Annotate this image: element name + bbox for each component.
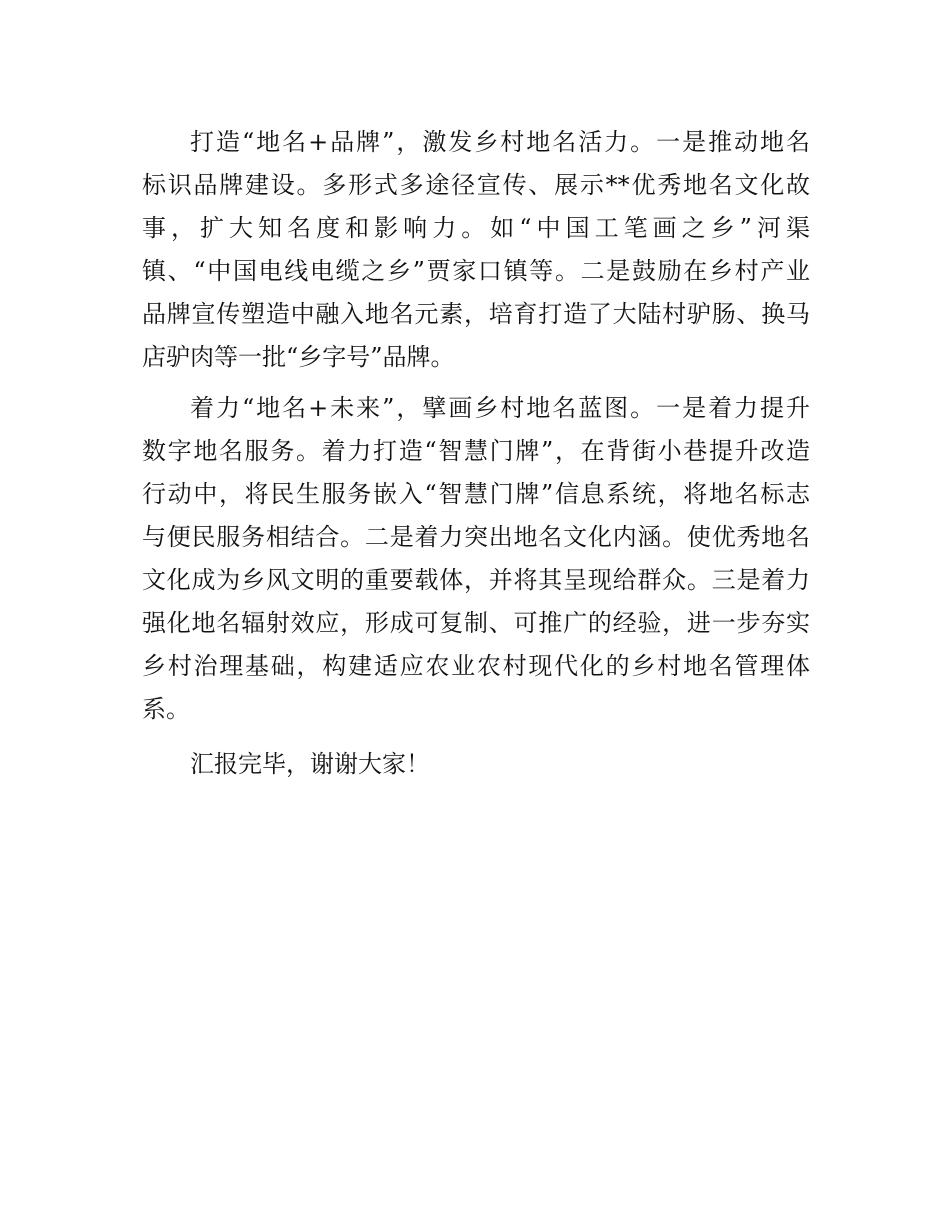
text-line: 品牌宣传塑造中融入地名元素，培育打造了大陆村驴肠、换马 <box>142 300 810 328</box>
text-line: 着力“地名+未来”，擘画乡村地名蓝图。一是着力提升 <box>190 394 810 422</box>
text-line: 标识品牌建设。多形式多途径宣传、展示**优秀地名文化故 <box>142 171 810 199</box>
text-line: 系。 <box>142 695 190 723</box>
text-line: 打造“地名+品牌”，激发乡村地名活力。一是推动地名 <box>190 128 810 156</box>
text-line: 与便民服务相结合。二是着力突出地名文化内涵。使优秀地名 <box>142 523 810 551</box>
text-line: 汇报完毕，谢谢大家！ <box>190 750 430 778</box>
text-line: 事，扩大知名度和影响力。如“中国工笔画之乡”河渠 <box>142 214 810 242</box>
text-line: 店驴肉等一批“乡字号”品牌。 <box>142 343 455 371</box>
text-line: 镇、“中国电线电缆之乡”贾家口镇等。二是鼓励在乡村产业 <box>142 257 810 285</box>
text-line: 数字地名服务。着力打造“智慧门牌”，在背街小巷提升改造 <box>142 437 810 465</box>
text-line: 文化成为乡风文明的重要载体，并将其呈现给群众。三是着力 <box>142 566 810 594</box>
text-line: 行动中，将民生服务嵌入“智慧门牌”信息系统，将地名标志 <box>142 480 810 508</box>
text-line: 乡村治理基础，构建适应农业农村现代化的乡村地名管理体 <box>142 652 810 680</box>
text-line: 强化地名辐射效应，形成可复制、可推广的经验，进一步夯实 <box>142 609 810 637</box>
